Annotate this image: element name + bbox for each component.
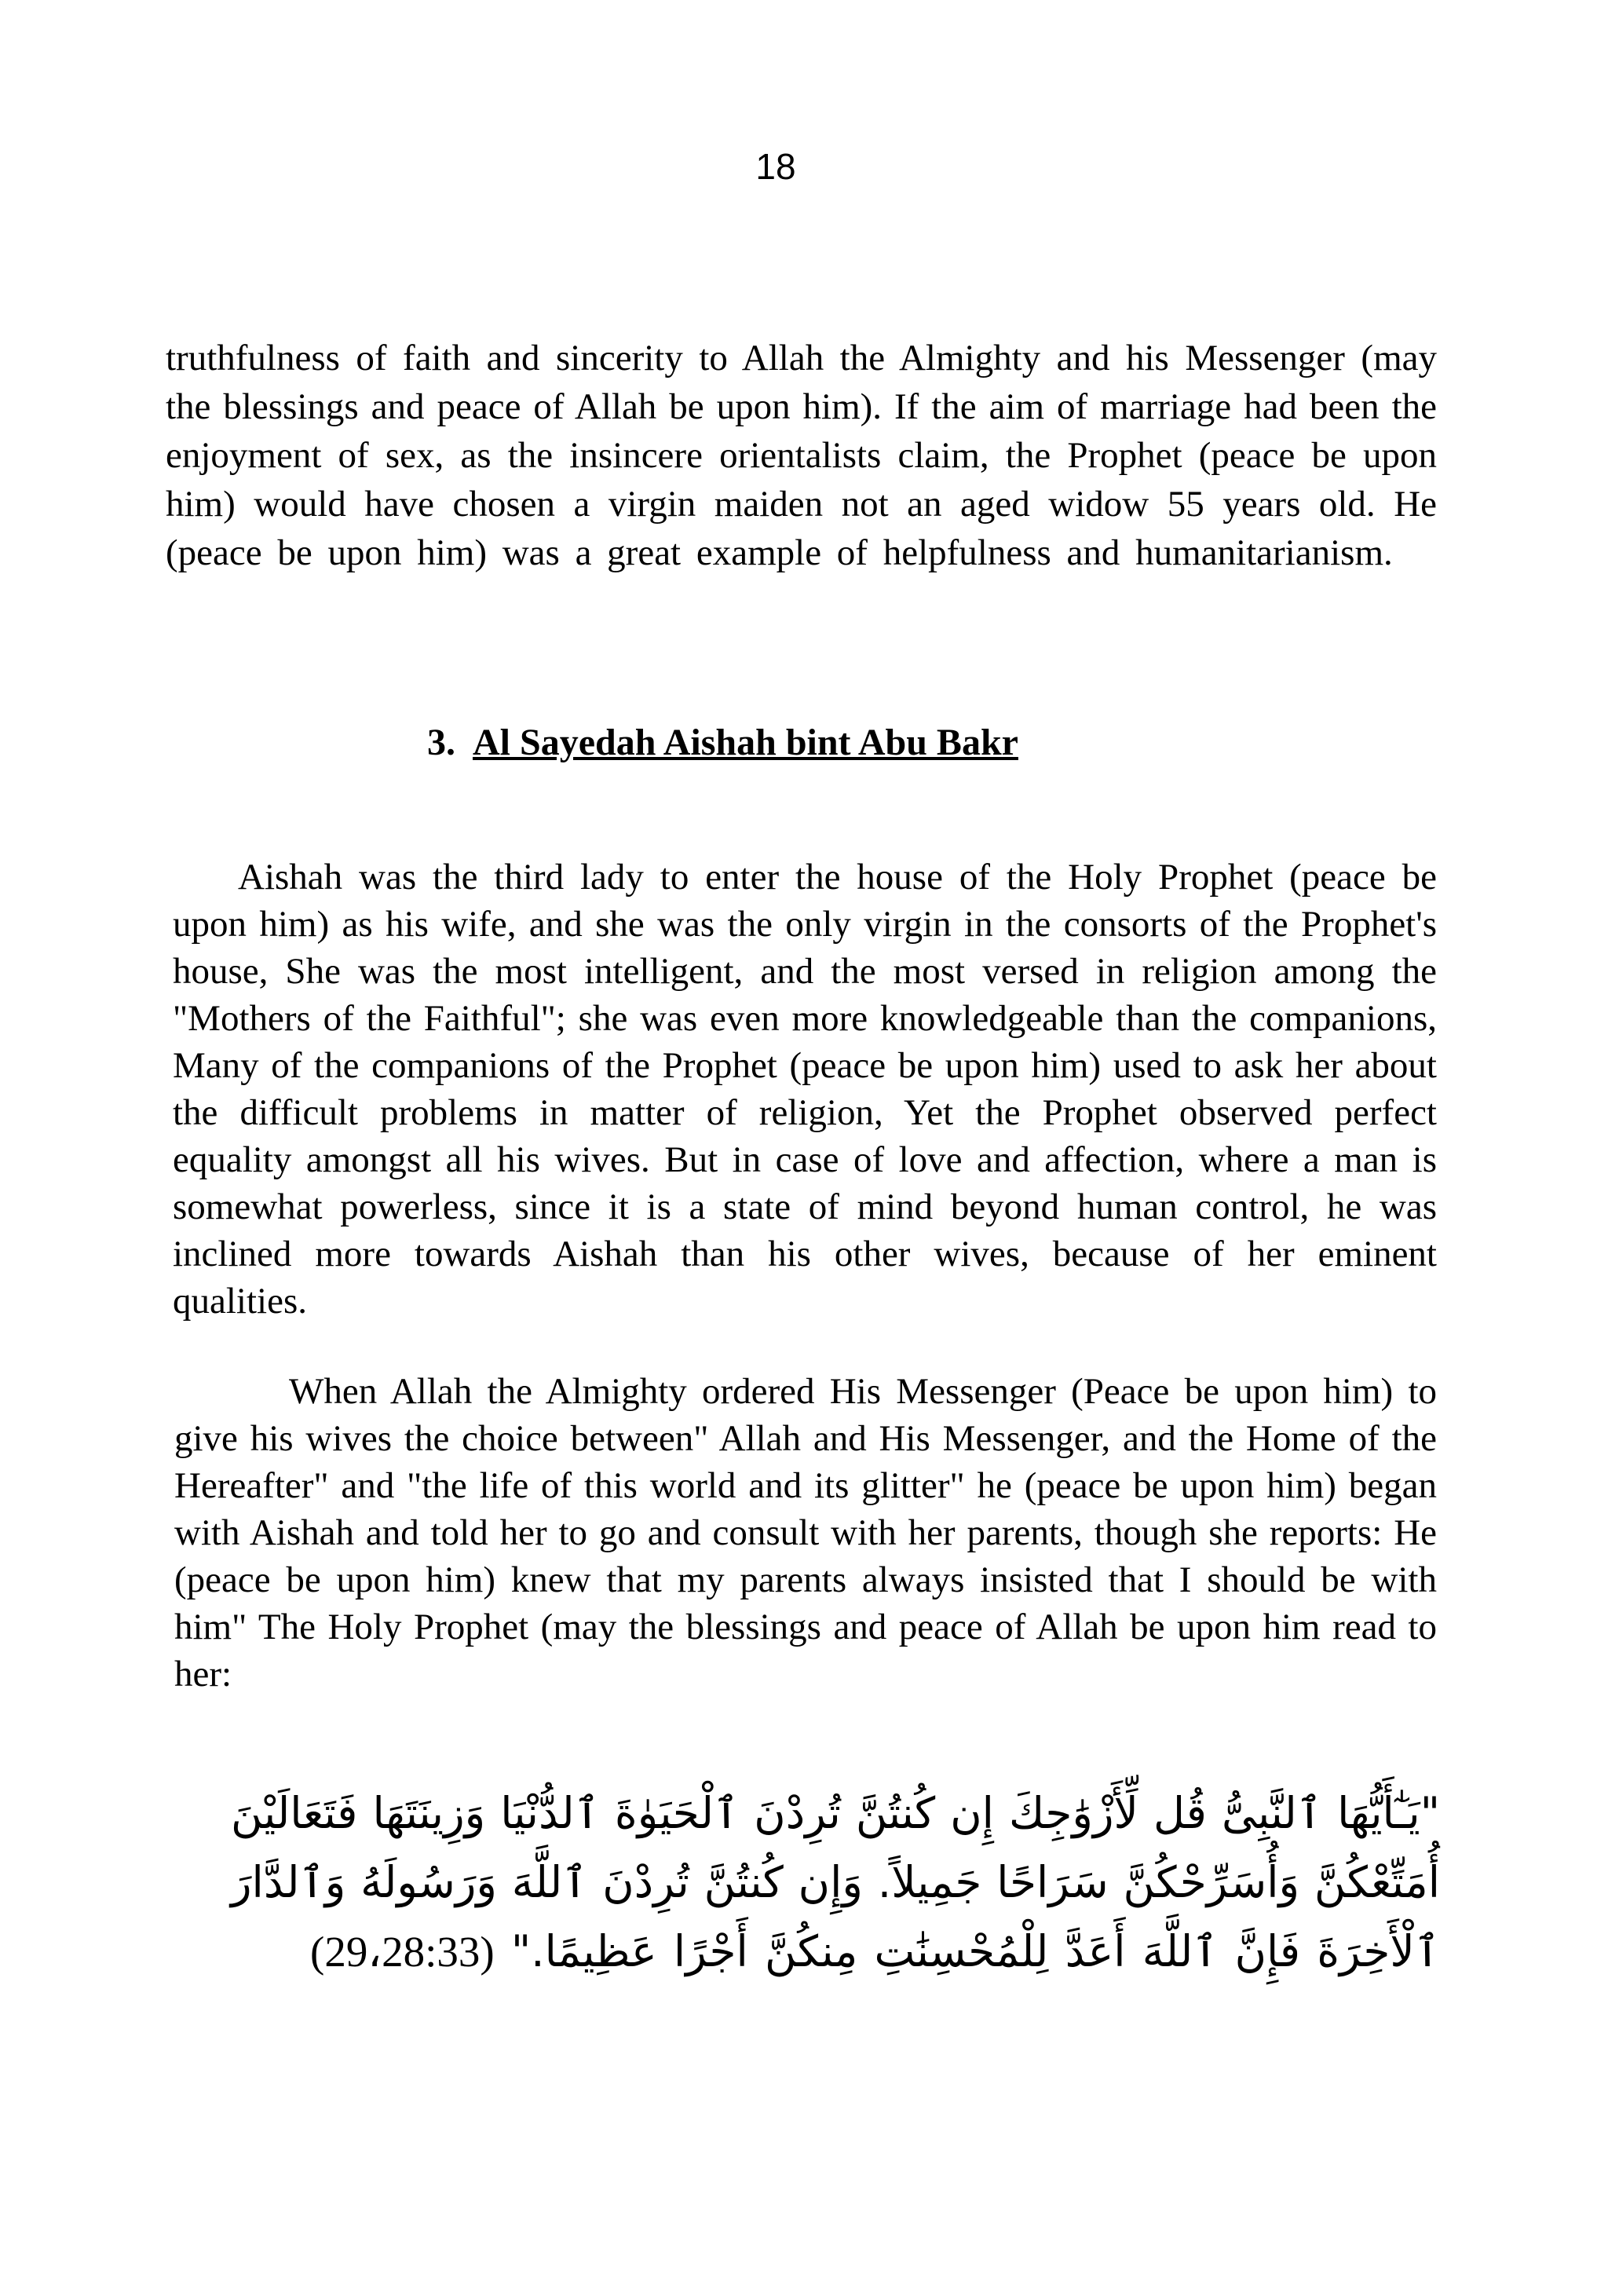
paragraph-choice-of-wives (174, 1368, 1437, 1698)
paragraph-line: Aishah was the third lady to enter the house of the Holy Prophet (peace be (238, 857, 1437, 898)
paragraph-line: with Aishah and told her to go and consult with her parents, though she reports: He (174, 1512, 1437, 1553)
verse-reference: (29،28:33) (310, 1928, 495, 1976)
quran-verse-line (231, 1917, 1440, 1987)
paragraph-line: him) would have chosen a virgin maiden not an aged widow 55 years old. He (166, 484, 1437, 525)
paragraph-line: give his wives the choice between" Allah and His Messenger, and the Home of the (174, 1418, 1437, 1459)
paragraph-line: (peace be upon him) knew that my parents always insisted that I should be with (174, 1559, 1437, 1600)
section-title: Al Sayedah Aishah bint Abu Bakr (473, 722, 1018, 763)
paragraph-line: upon him) as his wife, and she was the only virgin in the consorts of the Prophet's (173, 904, 1437, 945)
paragraph-line: the difficult problems in matter of religion, Yet the Prophet observed perfect (173, 1092, 1437, 1133)
paragraph-marriage-purpose (166, 334, 1437, 577)
paragraph-line: equality amongst all his wives. But in case of love and affection, where a man is (173, 1139, 1437, 1180)
paragraph-line: qualities. (173, 1281, 307, 1322)
paragraph-line: inclined more towards Aishah than his other wives, because of her eminent (173, 1234, 1437, 1274)
quran-verse-line: "يَـٰٓأَيُّهَا ٱلنَّبِىُّ قُل لِّأَزْوَٰجِكَ إِن كُنتُنَّ تُرِدْنَ ٱلْحَيَوٰةَ ٱلدُّنْيَا وَزِينَتَهَا فَتَعَالَيْنَ (231, 1788, 1440, 1838)
paragraph-line: (peace be upon him) was a great example of helpfulness and humanitarianism. (166, 532, 1393, 573)
quran-verse-line: أُمَتِّعْكُنَّ وَأُسَرِّحْكُنَّ سَرَاحًا جَمِيلاً. وَإِن كُنتُنَّ تُرِدْنَ ٱللَّهَ وَرَسُولَهُ وَٱلدَّارَ (231, 1857, 1440, 1907)
section-heading (427, 718, 1018, 767)
paragraph-line: "Mothers of the Faithful"; she was even more knowledgeable than the companions, (173, 998, 1437, 1039)
paragraph-line: Hereafter" and "the life of this world and its glitter" he (peace be upon him) began (174, 1465, 1437, 1506)
paragraph-line: her: (174, 1654, 232, 1695)
paragraph-line: the blessings and peace of Allah be upon him). If the aim of marriage had been the (166, 386, 1437, 427)
paragraph-line: him" The Holy Prophet (may the blessings and peace of Allah be upon him read to (174, 1607, 1437, 1647)
paragraph-line: When Allah the Almighty ordered His Messenger (Peace be upon him) to (289, 1371, 1437, 1412)
paragraph-line: somewhat powerless, since it is a state of mind beyond human control, he was (173, 1186, 1437, 1227)
quran-quotation (231, 1779, 1440, 1987)
paragraph-line: Many of the companions of the Prophet (peace be upon him) used to ask her about (173, 1045, 1437, 1086)
section-number: 3. (427, 722, 455, 763)
paragraph-line: house, She was the most intelligent, and the most versed in religion among the (173, 951, 1437, 992)
paragraph-aishah-intro (173, 854, 1437, 1325)
paragraph-line: truthfulness of faith and sincerity to Allah the Almighty and his Messenger (may (166, 338, 1437, 378)
quran-verse-text: ٱلْأَخِرَةَ فَإِنَّ ٱللَّهَ أَعَدَّ لِلْمُحْسِنَٰتِ مِنكُنَّ أَجْرًا عَظِيمًا." (510, 1926, 1440, 1976)
page-number: 18 (755, 146, 796, 187)
paragraph-line: enjoyment of sex, as the insincere orientalists claim, the Prophet (peace be upon (166, 435, 1437, 476)
